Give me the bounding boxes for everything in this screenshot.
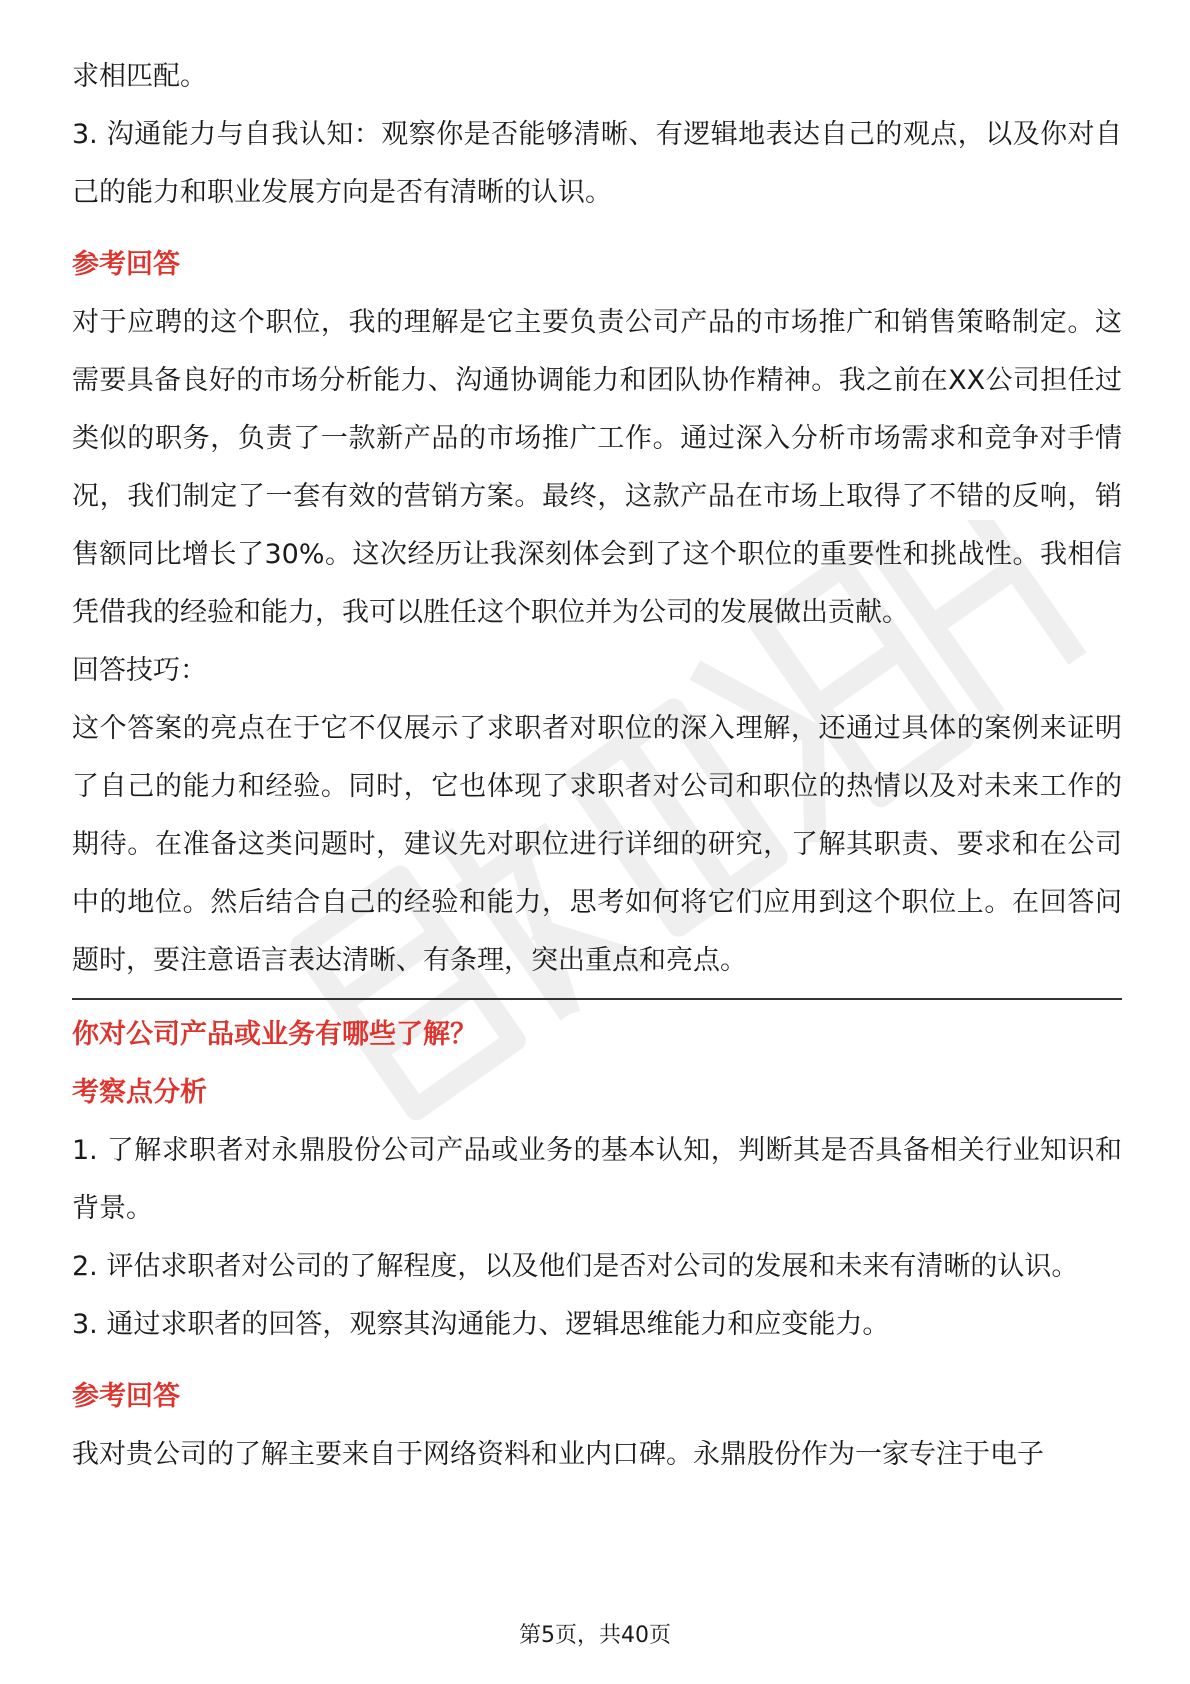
section-divider	[72, 998, 1122, 1000]
answer-heading-2: 参考回答	[72, 1381, 180, 1412]
question-heading: 你对公司产品或业务有哪些了解？	[72, 1019, 477, 1050]
answer-text: 对于应聘的这个职位，我的理解是它主要负责公司产品的市场推广和销售策略制定。这需要具备良好的市场分析能力、沟通协调能力和团队协作精神。我之前在XX公司担任过类似的职务，负责了一款新产品的市场推广工作。通过深入分析市场需求和竞争对手情况，我们制定了一套有效的营销方案。最终，这款产品在市场上取得了不错的反响，销售额同比增长了30%。这次经历让我深刻体会到了这个职位的重要性和挑战性。我相信凭借我的经验和能力，我可以胜任这个职位并为公司的发展做出贡献。	[72, 307, 1122, 628]
page-content	[72, 48, 1122, 1484]
analysis-point-3b: 3. 通过求职者的回答，观察其沟通能力、逻辑思维能力和应变能力。	[72, 1309, 890, 1340]
tips-label: 回答技巧：	[72, 655, 207, 686]
analysis-point-3: 3. 沟通能力与自我认知：观察你是否能够清晰、有逻辑地表达自己的观点，以及你对自己的能力和职业发展方向是否有清晰的认识。	[72, 119, 1122, 208]
page-number: 第5页，共40页	[519, 1623, 671, 1648]
tips-text: 这个答案的亮点在于它不仅展示了求职者对职位的深入理解，还通过具体的案例来证明了自己的能力和经验。同时，它也体现了求职者对公司和职位的热情以及对未来工作的期待。在准备这类问题时，建议先对职位进行详细的研究，了解其职责、要求和在公司中的地位。然后结合自己的经验和能力，思考如何将它们应用到这个职位上。在回答问题时，要注意语言表达清晰、有条理，突出重点和亮点。	[72, 713, 1122, 976]
analysis-point-1: 1. 了解求职者对永鼎股份公司产品或业务的基本认知，判断其是否具备相关行业知识和背景。	[72, 1135, 1122, 1224]
paragraph-tail: 求相匹配。	[72, 61, 207, 92]
analysis-point-2: 2. 评估求职者对公司的了解程度，以及他们是否对公司的发展和未来有清晰的认识。	[72, 1251, 1079, 1282]
answer-text-2: 我对贵公司的了解主要来自于网络资料和业内口碑。永鼎股份作为一家专注于电子	[72, 1439, 1044, 1470]
analysis-heading: 考察点分析	[72, 1077, 207, 1108]
answer-heading: 参考回答	[72, 249, 180, 280]
